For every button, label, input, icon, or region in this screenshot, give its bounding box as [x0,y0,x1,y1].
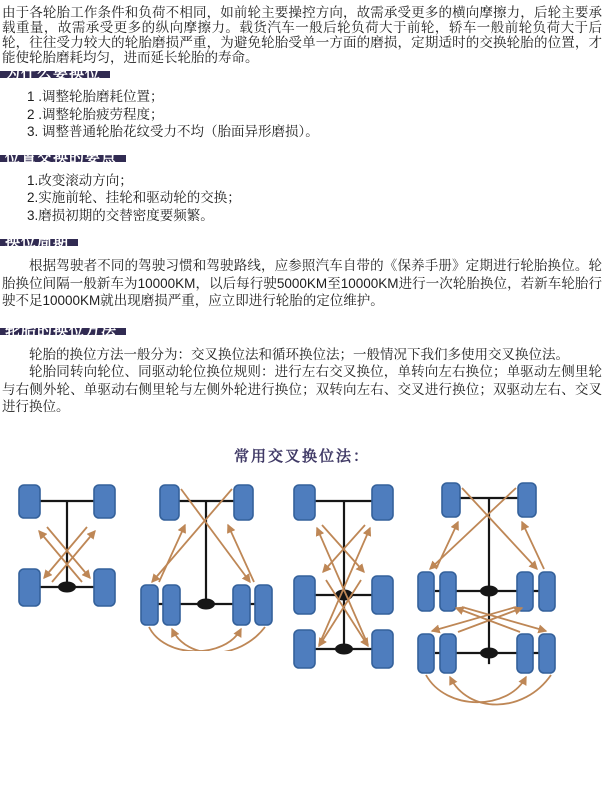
rotation-diagram-dual-rear [139,483,274,651]
tire [539,634,555,673]
rotation-arc [426,675,526,702]
tire [442,483,460,517]
tire [19,569,40,606]
list-item: 3.磨损初期的交替密度要频繁。 [27,207,214,223]
rotation-arc [149,627,241,651]
rotation-arrow [228,525,254,582]
differential [480,585,498,596]
tire [163,585,180,625]
rotation-diagram-four-wheel [14,483,120,609]
tire [518,483,536,517]
diagrams-row [0,481,604,746]
list-item: 1.改变滚动方向； [27,172,133,188]
tire [294,630,315,668]
section-heading-rotation-period: 换位周期 [0,239,78,246]
rotation-diagram-double-drive [416,481,563,716]
intro-paragraph: 由于各轮胎工作条件和负荷不相同，如前轮主要操控方向，故需承受更多的横向摩擦力，后轮主要承载重量，故需承受更多的纵向摩擦力。载货汽车一般后轮负荷大于前轮，轿车一般前轮负荷大于后轮，往往受力较大的轮胎磨损严重，为避免轮胎受单一方面的磨损，定期适时的交换轮胎的位置，才能使轮胎磨耗均匀，进而延长轮胎的寿命。 [2,5,602,65]
axle-frame [315,501,372,649]
tire [440,572,456,611]
rotation-diagram-three-axle [291,483,397,673]
list-item: 3. 调整普通轮胎花纹受力不均（胎面异形磨损）。 [27,124,319,139]
tire [19,485,40,518]
rotation-arc [450,675,551,705]
rotation-arrow [317,528,368,645]
section-heading-rotation-methods: 轮胎的换位方法 [0,328,126,335]
tire [94,569,115,606]
diagram-title: 常用交叉换位法： [233,447,370,465]
tire [94,485,115,518]
tire [255,585,272,625]
differential [197,598,215,609]
differential [480,647,498,658]
tire [539,572,555,611]
rotation-methods-paragraph-1: 轮胎的换位方法一般分为：交叉换位法和循环换位法；一般情况下我们多使用交叉换位法。 [29,346,569,362]
tire [234,485,253,520]
rotation-arrow [522,522,544,569]
tire [372,630,393,668]
list-item: 2.实施前轮、挂轮和驱动轮的交换； [27,190,241,205]
list-item: 2 .调整轮胎疲劳程度； [27,106,164,122]
rotation-arrow [44,527,87,578]
why-rotate-list [27,88,604,141]
rotation-arrow [47,527,90,578]
tire [418,572,434,611]
tire [233,585,250,625]
tire [294,485,315,520]
list-item: 1 .调整轮胎磨耗位置； [27,89,164,104]
differential [58,581,76,592]
rotation-arrow [39,531,82,582]
differential [335,643,353,654]
tire [372,576,393,614]
tire [418,634,434,673]
tire [294,576,315,614]
tire [517,634,533,673]
section-heading-swap-points: 位置交换的要点 [0,155,126,162]
rotation-arrow [159,525,185,582]
swap-points-list [27,172,604,225]
rotation-period-paragraph: 根据驾驶者不同的驾驶习惯和驾驶路线，应参照汽车自带的《保养手册》定期进行轮胎换位。轮胎换位间隔一般新车为10000KM，以后每行驶5000KM至10000KM进行一次轮胎换位，若新车轮胎行驶不足10000KM就出现磨损严重，应立即进行轮胎的定位维护。 [2,258,602,308]
tire [440,634,456,673]
section-heading-why-rotate: 为什么要换位 [0,71,110,78]
rotation-methods-paragraph-2: 轮胎同转向轮位、同驱动轮位换位规则：进行左右交叉换位，单转向左右换位；单驱动左侧里轮与右侧外轮、单驱动右侧里轮与左侧外轮进行换位；双转向左右、交叉进行换位；双驱动左右、交叉进行换位。 [2,364,602,414]
tire [141,585,158,625]
tire [517,572,533,611]
rotation-arrow [52,531,95,582]
tire [160,485,179,520]
tire [372,485,393,520]
